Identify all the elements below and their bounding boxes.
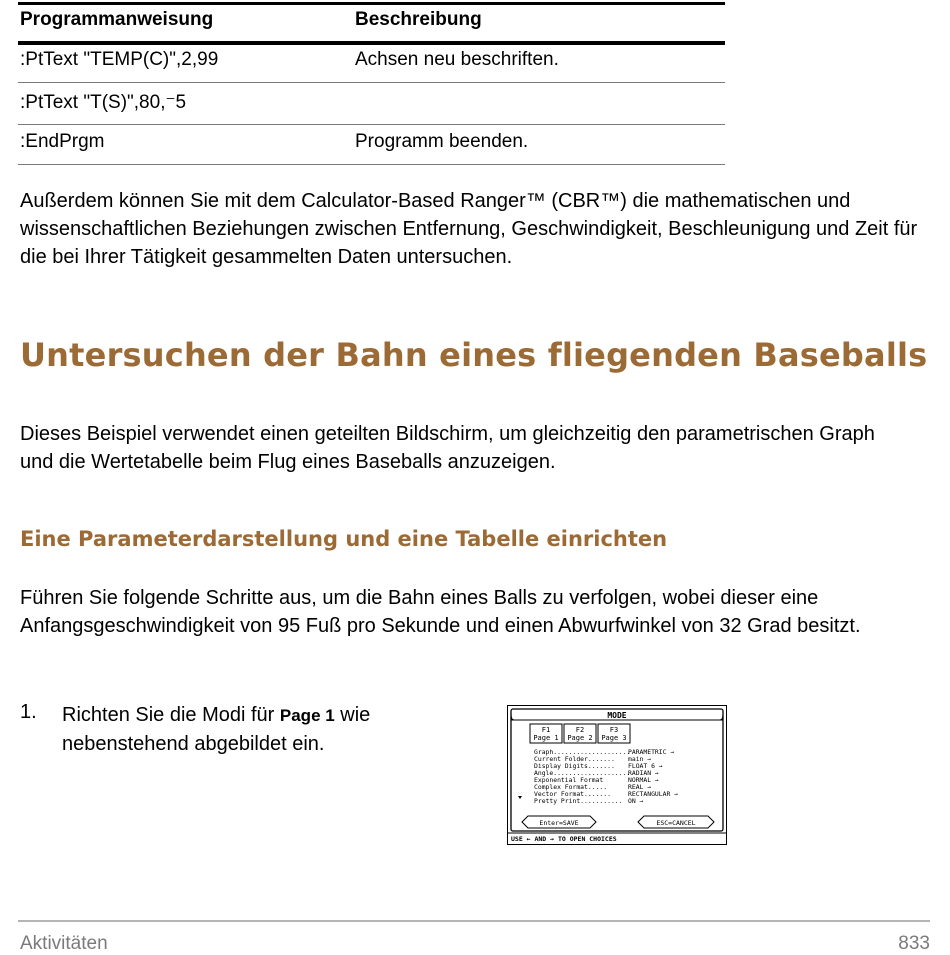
table-cell-description: Achsen neu beschriften.: [355, 49, 559, 70]
table-header-description: Beschreibung: [355, 9, 482, 30]
tab-key: F3: [609, 726, 619, 734]
table-row-rule: [18, 124, 725, 125]
tab-key: F1: [541, 726, 551, 734]
settings-list: [534, 748, 678, 805]
subsection-paragraph: Führen Sie folgende Schritte aus, um die Bahn eines Balls zu verfolgen, wobei dieser eine Anfangsgeschwindigkeit von 95 Fuß pro Sekunde und einen Abwurfwinkel von 32 Grad besitzt.: [20, 587, 861, 637]
step-number: 1.: [20, 701, 37, 723]
setting-name: Complex Format.....: [534, 783, 608, 791]
page-number: 833: [898, 933, 930, 954]
tab-label: Page 1: [533, 734, 559, 742]
table-top-rule: [18, 2, 725, 5]
tab-key: F2: [575, 726, 585, 734]
tab-label: Page 3: [601, 734, 627, 742]
setting-name: Display Digits.......: [534, 762, 615, 770]
subsection-heading: Eine Parameterdarstellung und eine Tabelle einrichten: [20, 527, 668, 551]
setting-value[interactable]: PARAMETRIC →: [628, 748, 675, 756]
footer-rule: [18, 920, 930, 922]
tab-page-2[interactable]: [564, 724, 596, 743]
tab-page-3[interactable]: [598, 724, 630, 743]
step-text-after: wie nebenstehend abgebildet ein.: [62, 704, 371, 755]
setting-value[interactable]: main →: [628, 755, 652, 763]
enter-save-label: Enter=SAVE: [539, 819, 579, 827]
section-paragraph: Dieses Beispiel verwendet einen geteilten Bildschirm, um gleichzeitig den parametrischen Graph und die Wertetabelle beim Flug eines Baseballs anzuzeigen.: [20, 423, 875, 473]
tab-page-1[interactable]: [530, 724, 562, 743]
step-text: [62, 701, 452, 758]
setting-value[interactable]: REAL →: [628, 783, 652, 791]
setting-name: Graph....................: [534, 748, 631, 756]
esc-cancel-button[interactable]: [638, 816, 714, 828]
section-heading: Untersuchen der Bahn eines fliegenden Baseballs: [20, 336, 928, 374]
table-header-statement: Programmanweisung: [20, 9, 214, 30]
step-text-before: Richten Sie die Modi für: [62, 704, 280, 726]
calculator-screenshot: [507, 705, 727, 845]
setting-value[interactable]: RADIAN →: [628, 769, 659, 777]
esc-cancel-label: ESC=CANCEL: [656, 819, 696, 827]
setting-name: Angle....................: [534, 769, 631, 777]
setting-name: Vector Format.......: [534, 790, 611, 798]
setting-value[interactable]: FLOAT 6 →: [628, 762, 663, 770]
mode-dialog: [508, 706, 726, 844]
table-cell-statement: :EndPrgm: [20, 131, 105, 152]
table-header-rule: [18, 41, 725, 45]
setting-name: Pretty Print...........: [534, 797, 623, 805]
setting-value[interactable]: NORMAL →: [628, 776, 659, 784]
dialog-title: MODE: [607, 711, 627, 720]
table-cell-statement: :PtText "TEMP(C)",2,99: [20, 49, 219, 70]
footer-section-name: Aktivitäten: [20, 933, 108, 954]
enter-save-button[interactable]: [522, 816, 596, 828]
setting-value[interactable]: RECTANGULAR →: [628, 790, 679, 798]
table-cell-description: Programm beenden.: [355, 131, 529, 152]
status-bar-text: USE ← AND → TO OPEN CHOICES: [511, 835, 617, 843]
setting-value[interactable]: ON →: [628, 797, 644, 805]
setting-name: Exponential Format: [534, 776, 604, 784]
step-text-bold: Page 1: [279, 706, 335, 725]
setting-name: Current Folder.......: [534, 755, 615, 763]
table-bottom-rule: [18, 164, 725, 165]
table-cell-statement: :PtText "T(S)",80,⁻5: [20, 92, 187, 113]
scroll-down-arrow-icon[interactable]: [518, 796, 522, 799]
intro-paragraph: Außerdem können Sie mit dem Calculator-Based Ranger™ (CBR™) die mathematischen und wissenschaftlichen Beziehungen zwischen Entfernung, Geschwindigkeit, Beschleunigung und Zeit für die bei Ihrer Tätigkeit gesammelten Daten untersuchen.: [20, 190, 918, 268]
tab-label: Page 2: [567, 734, 593, 742]
table-row-rule: [18, 82, 725, 83]
